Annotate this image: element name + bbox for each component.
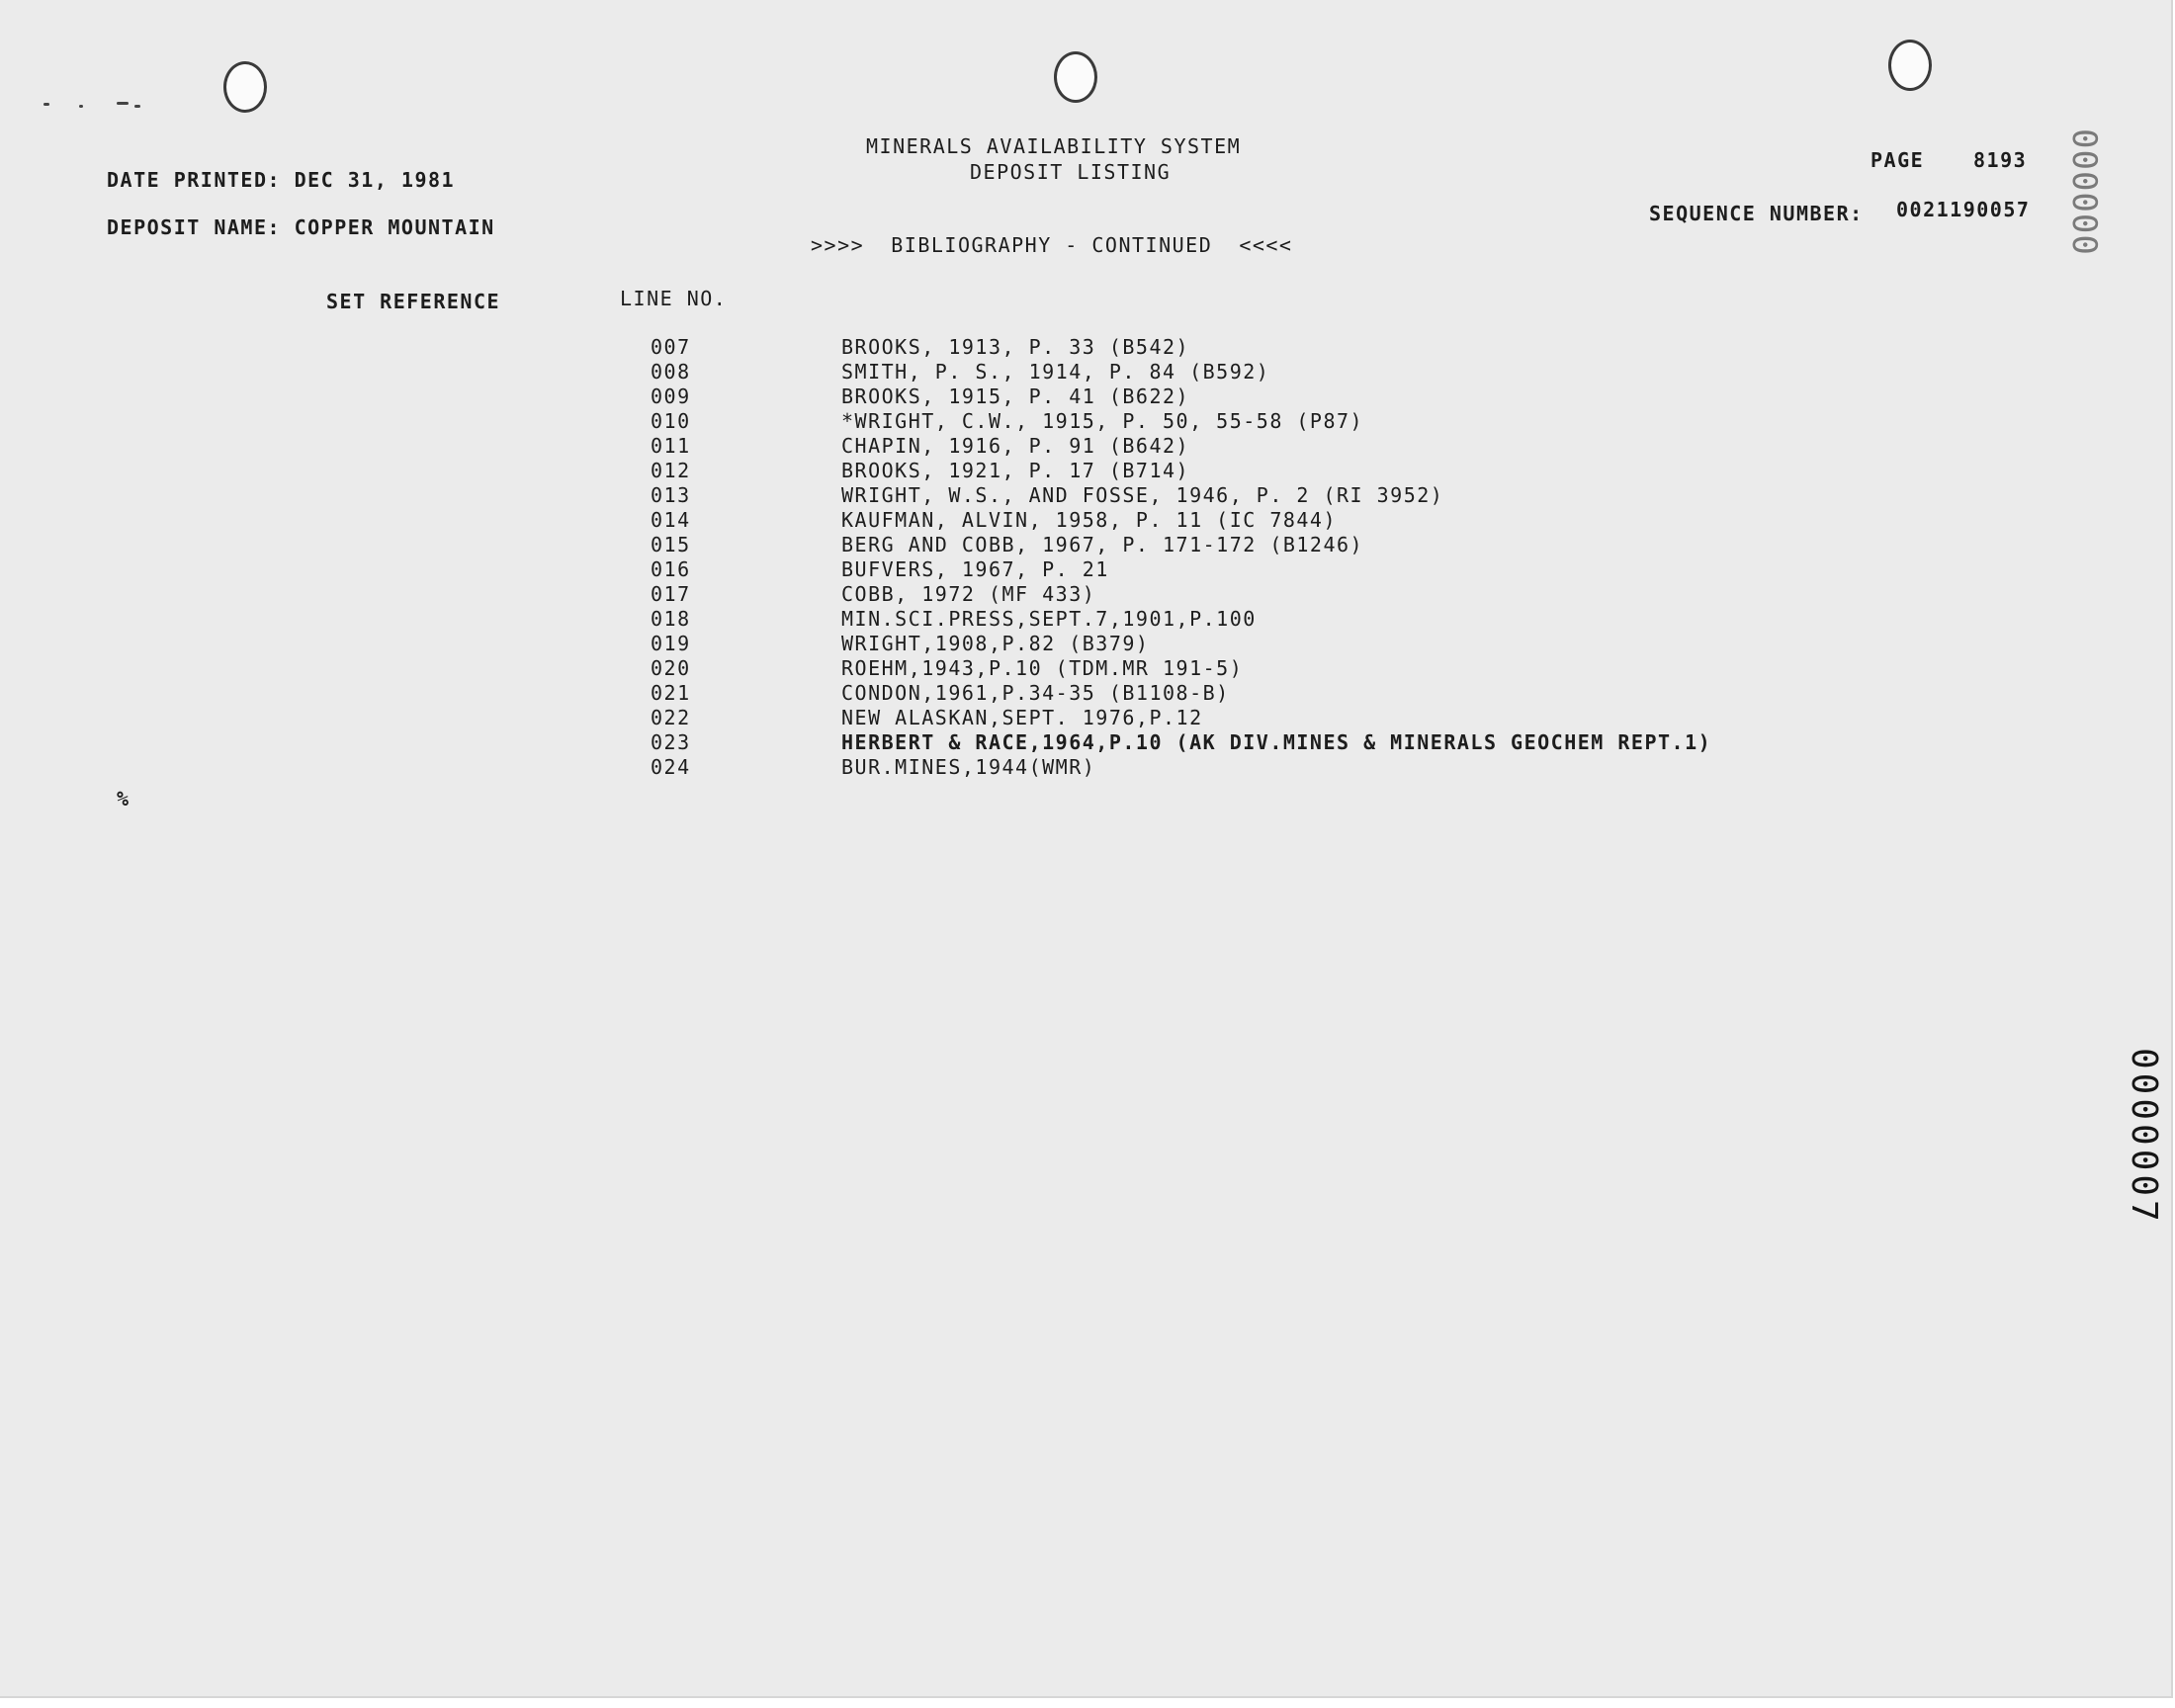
citation: *WRIGHT, C.W., 1915, P. 50, 55-58 (P87)	[841, 409, 1364, 433]
ink-speck	[44, 103, 49, 106]
line-number: 012	[651, 459, 691, 482]
line-number: 013	[651, 483, 691, 507]
list-item	[0, 607, 2175, 632]
binder-hole-center	[1054, 51, 1097, 103]
binder-hole-right	[1888, 40, 1932, 91]
list-item	[0, 384, 2175, 409]
list-item	[0, 360, 2175, 384]
line-number: 021	[651, 681, 691, 705]
list-item	[0, 483, 2175, 508]
line-number: 020	[651, 656, 691, 680]
citation: WRIGHT, W.S., AND FOSSE, 1946, P. 2 (RI 3952)	[841, 483, 1444, 507]
citation: BUFVERS, 1967, P. 21	[841, 557, 1109, 581]
sequence-label: SEQUENCE NUMBER:	[1649, 202, 1864, 225]
ink-speck	[79, 105, 83, 108]
line-number: 011	[651, 434, 691, 458]
list-item	[0, 335, 2175, 360]
list-item	[0, 557, 2175, 582]
list-item	[0, 582, 2175, 607]
list-item	[0, 533, 2175, 557]
citation: BUR.MINES,1944(WMR)	[841, 755, 1096, 779]
citation: MIN.SCI.PRESS,SEPT.7,1901,P.100	[841, 607, 1257, 631]
ink-speck	[117, 102, 129, 105]
line-number: 010	[651, 409, 691, 433]
line-number: 022	[651, 706, 691, 729]
system-title: MINERALS AVAILABILITY SYSTEM	[866, 134, 1242, 158]
section-title: >>>> BIBLIOGRAPHY - CONTINUED <<<<	[811, 233, 1293, 257]
date-printed: DATE PRINTED: DEC 31, 1981	[107, 168, 456, 192]
list-item	[0, 459, 2175, 483]
citation: CONDON,1961,P.34-35 (B1108-B)	[841, 681, 1230, 705]
side-stamp: 0000007	[2124, 1048, 2164, 1226]
citation: BROOKS, 1915, P. 41 (B622)	[841, 384, 1190, 408]
list-item	[0, 434, 2175, 459]
binder-hole-left	[223, 61, 267, 113]
list-item	[0, 409, 2175, 434]
citation: HERBERT & RACE,1964,P.10 (AK DIV.MINES & MINERALS GEOCHEM REPT.1)	[841, 730, 1712, 754]
line-number: 014	[651, 508, 691, 532]
list-item	[0, 508, 2175, 533]
line-number: 018	[651, 607, 691, 631]
page-number: 8193	[1973, 148, 2028, 172]
line-number: 009	[651, 384, 691, 408]
citation: KAUFMAN, ALVIN, 1958, P. 11 (IC 7844)	[841, 508, 1338, 532]
line-number: 023	[651, 730, 691, 754]
list-item	[0, 681, 2175, 706]
edge-stamp: 000000	[2064, 128, 2104, 256]
citation: NEW ALASKAN,SEPT. 1976,P.12	[841, 706, 1203, 729]
listing-title: DEPOSIT LISTING	[970, 160, 1172, 184]
citation: CHAPIN, 1916, P. 91 (B642)	[841, 434, 1190, 458]
line-number: 016	[651, 557, 691, 581]
list-item	[0, 632, 2175, 656]
list-item	[0, 730, 2175, 755]
list-item	[0, 656, 2175, 681]
citation: BROOKS, 1921, P. 17 (B714)	[841, 459, 1190, 482]
citation: BROOKS, 1913, P. 33 (B542)	[841, 335, 1190, 359]
line-number: 024	[651, 755, 691, 779]
ink-speck	[134, 105, 140, 108]
line-number: 017	[651, 582, 691, 606]
sequence-number: 0021190057	[1896, 198, 2031, 221]
list-item	[0, 706, 2175, 730]
citation: ROEHM,1943,P.10 (TDM.MR 191-5)	[841, 656, 1244, 680]
citation: WRIGHT,1908,P.82 (B379)	[841, 632, 1150, 655]
line-number: 007	[651, 335, 691, 359]
citation: SMITH, P. S., 1914, P. 84 (B592)	[841, 360, 1270, 384]
line-number: 008	[651, 360, 691, 384]
list-item	[0, 755, 2175, 780]
page-label: PAGE	[1870, 148, 1925, 172]
line-number: 015	[651, 533, 691, 556]
citation: BERG AND COBB, 1967, P. 171-172 (B1246)	[841, 533, 1364, 556]
citation: COBB, 1972 (MF 433)	[841, 582, 1096, 606]
end-marker: %	[117, 787, 130, 811]
line-number: 019	[651, 632, 691, 655]
line-no-header: LINE NO.	[620, 287, 728, 310]
deposit-name: DEPOSIT NAME: COPPER MOUNTAIN	[107, 215, 495, 239]
set-reference-header: SET REFERENCE	[326, 290, 501, 313]
